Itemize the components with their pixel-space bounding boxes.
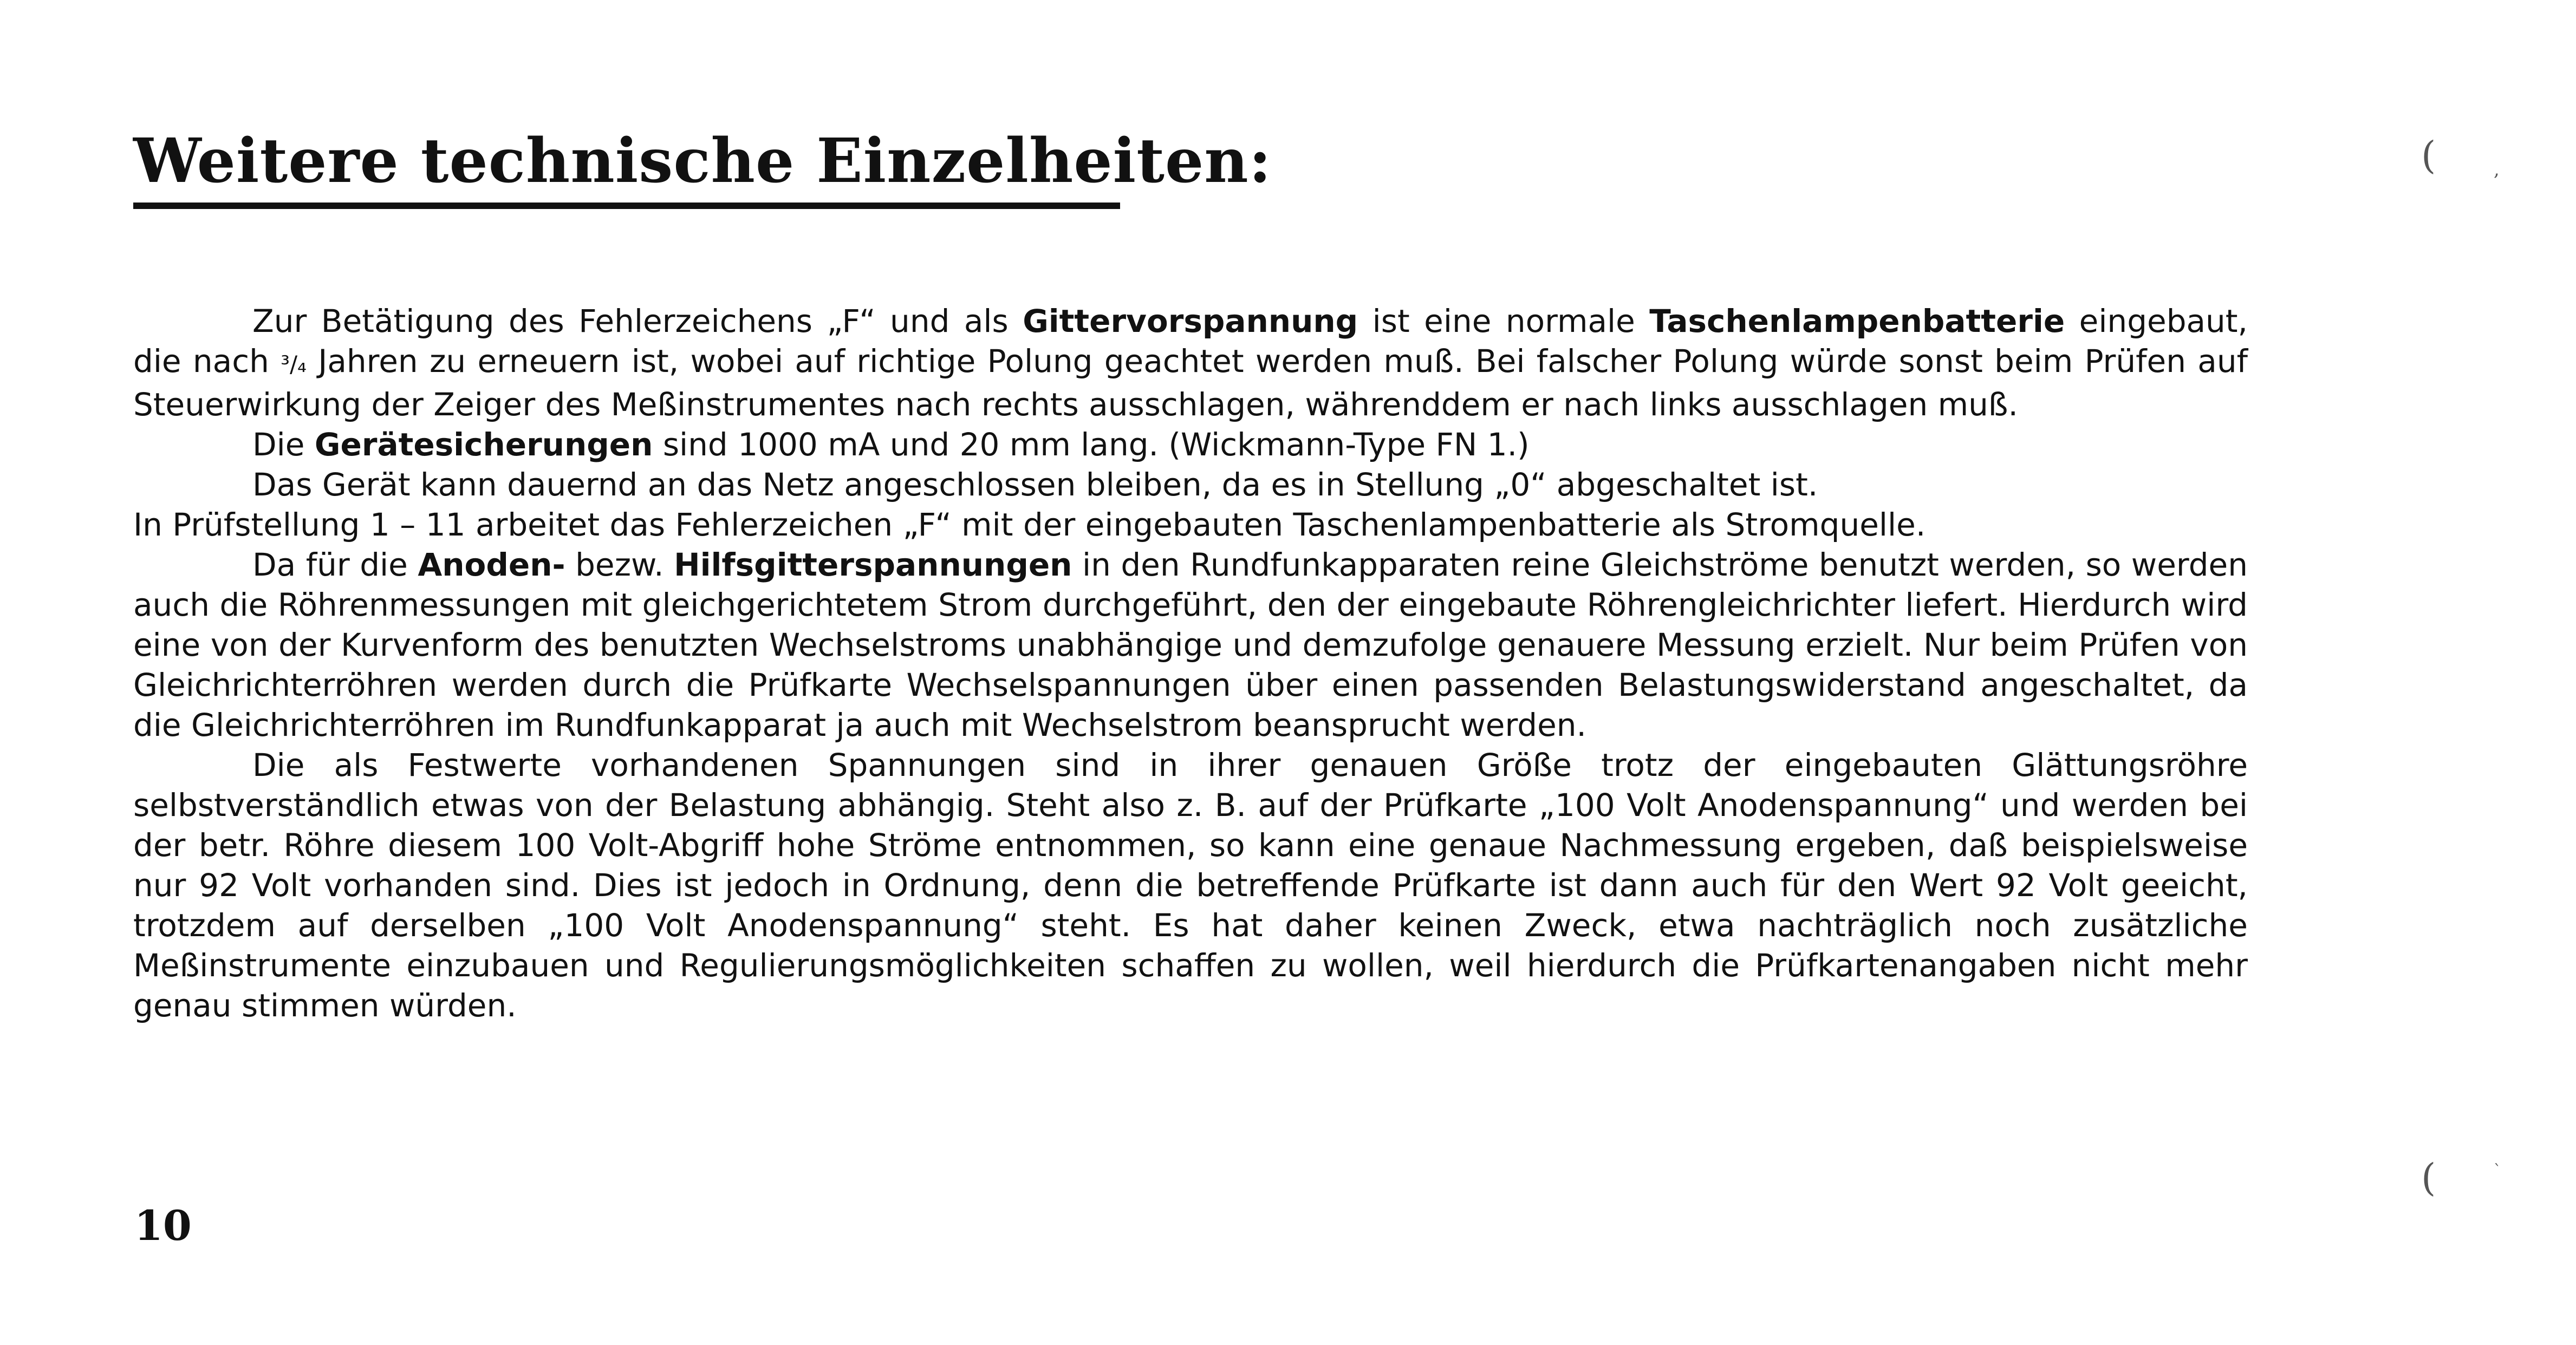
body-paragraph [133,301,2248,425]
page-number: 10 [134,1202,192,1250]
paragraph-text: in den Rundfunkapparaten reine Gleichströme benutzt werden, so werden auch die Röhrenmessungen mit gleichgerichtetem Strom durchgeführt, den der eingebaute Röhrengleichrichter liefert. Hierdurch wird eine von der Kurvenform des benutzten Wechselstroms unabhängige und demzufolge genauere Messung erzielt. Nur beim Prüfen von Gleichrichterröhren werden durch die Prüfkarte Wechselspannungen über einen passenden Belastungswiderstand angeschaltet, da die Gleichrichterröhren im Rundfunkapparat ja auch mit Wechselstrom beansprucht werden. [133,546,2248,743]
margin-bracket-mark: ( [2421,133,2436,178]
body-paragraph [133,425,2248,465]
paragraph-text: Zur Betätigung des Fehlerzeichens „F“ und als [252,303,1023,339]
heading-underline [133,203,1120,209]
bold-term: Taschenlampenbatterie [1649,303,2065,339]
body-paragraph [133,545,2248,745]
paragraph-text: eingebaut, die nach [133,303,2248,380]
bold-term: Gerätesicherungen [314,426,653,463]
paragraph-text: sind 1000 mA und 20 mm lang. (Wickmann-Type FN 1.) [653,426,1530,463]
bold-term: Gittervorspannung [1023,303,1358,339]
body-paragraph [133,465,2248,505]
paragraph-text: Das Gerät kann dauernd an das Netz angeschlossen bleiben, da es in Stellung „0“ abgeschaltet ist. [252,466,1818,503]
paragraph-text: In Prüfstellung 1 – 11 arbeitet das Fehlerzeichen „F“ mit der eingebauten Taschenlampenbatterie als Stromquelle. [133,506,1926,543]
body-paragraph [133,745,2248,1026]
paragraph-text: Die als Festwerte vorhandenen Spannungen sind in ihrer genauen Größe trotz der eingebauten Glättungsröhre selbstverständlich etwas von der Belastung abhängig. Steht also z. B. auf der Prüfkarte „100 Volt Anodenspannung“ und werden bei der betr. Röhre diesem 100 Volt-Abgriff hohe Ströme entnommen, so kann eine genaue Nachmessung ergeben, daß beispielsweise nur 92 Volt vorhanden sind. Dies ist jedoch in Ordnung, denn die betreffende Prüfkarte ist dann auch für den Wert 92 Volt geeicht, trotzdem auf derselben „100 Volt Anodenspannung“ steht. Es hat daher keinen Zweck, etwa nachträglich noch zusätzliche Meßinstrumente einzubauen und Regulierungsmöglichkeiten schaffen zu wollen, weil hierdurch die Prüfkartenangaben nicht mehr genau stimmen würden. [133,747,2248,1024]
margin-tick-mark: , [2494,159,2500,180]
bold-term: Hilfsgitterspannungen [674,546,1072,583]
margin-bracket-mark: ( [2421,1155,2436,1200]
paragraph-text: Die [252,426,315,463]
page-heading: Weitere technische Einzelheiten: [133,126,1272,197]
fraction: ³/₄ [281,351,307,377]
body-text [133,301,2248,1026]
paragraph-text: bezw. [565,546,674,583]
margin-tick-mark: ` [2494,1161,2501,1179]
bold-term: Anoden- [418,546,565,583]
paragraph-text: ist eine normale [1358,303,1650,339]
paragraph-text: Jahren zu erneuern ist, wobei auf richtige Polung geachtet werden muß. Bei falscher Polung würde sonst beim Prüfen auf Steuerwirkung der Zeiger des Meßinstrumentes nach rechts ausschlagen, währenddem er nach links ausschlagen muß. [133,343,2248,423]
body-paragraph [133,505,2248,545]
paragraph-text: Da für die [252,546,418,583]
